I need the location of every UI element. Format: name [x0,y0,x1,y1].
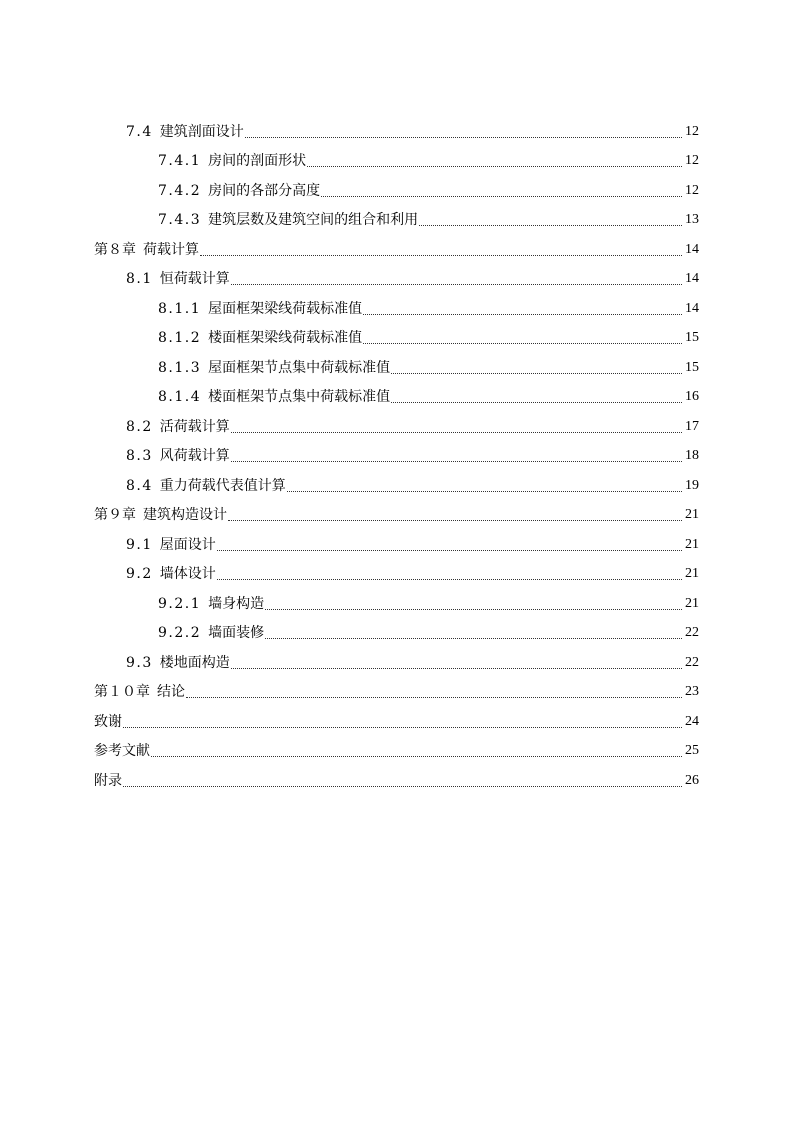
toc-entry-number: 9.2.2 [158,625,202,642]
toc-entry-number: 9.2 [126,566,153,583]
toc-entry-title: 结论 [157,684,185,701]
toc-entry-number: 8.1 [126,271,153,288]
toc-entry-number: 9.1 [126,536,153,553]
toc-entry-page-number: 17 [685,418,699,434]
toc-dot-leader [265,608,682,610]
toc-entry[interactable] [0,737,793,767]
toc-entry-page-number: 18 [685,448,699,464]
toc-entry-page-number: 13 [685,212,699,228]
toc-entry[interactable] [0,235,793,265]
toc-dot-leader [363,342,682,344]
toc-entry[interactable] [0,678,793,708]
toc-entry[interactable] [0,442,793,472]
toc-entry[interactable] [0,265,793,295]
toc-dot-leader [245,136,682,138]
toc-entry[interactable] [0,589,793,619]
toc-entry-title: 附录 [94,772,122,789]
toc-entry-page-number: 22 [685,625,699,641]
toc-entry-page-number: 24 [685,713,699,729]
toc-entry-number: 9.3 [126,654,153,671]
toc-dot-leader [231,431,682,433]
toc-entry-title: 楼面框架节点集中荷载标准值 [208,389,391,406]
toc-entry-page-number: 14 [685,241,699,257]
toc-entry-page-number: 12 [685,153,699,169]
toc-entry-page-number: 19 [685,477,699,493]
toc-entry[interactable] [0,501,793,531]
toc-entry-number: 7.4.1 [158,153,202,170]
toc-entry-page-number: 21 [685,507,699,523]
toc-entry-title: 墙面装修 [208,625,265,642]
toc-dot-leader [123,785,682,787]
toc-entry-page-number: 12 [685,182,699,198]
toc-dot-leader [217,578,682,580]
toc-entry[interactable] [0,353,793,383]
table-of-contents [0,117,793,796]
toc-entry[interactable] [0,147,793,177]
toc-entry-number: 第１０章 [94,684,150,701]
toc-entry-title: 参考文献 [94,743,150,760]
toc-entry-page-number: 16 [685,389,699,405]
toc-entry-title: 重力荷载代表值计算 [159,477,286,494]
toc-entry-page-number: 25 [685,743,699,759]
toc-dot-leader [151,755,682,757]
toc-entry-page-number: 14 [685,271,699,287]
toc-entry-number: 8.1.4 [158,389,202,406]
toc-entry[interactable] [0,766,793,796]
toc-entry[interactable] [0,530,793,560]
toc-entry-title: 楼面框架梁线荷载标准值 [208,330,363,347]
toc-entry-title: 致谢 [94,713,122,730]
toc-dot-leader [231,460,682,462]
toc-entry-title: 房间的各部分高度 [208,182,321,199]
toc-dot-leader [307,165,682,167]
toc-entry-page-number: 21 [685,536,699,552]
toc-entry-number: 8.1.2 [158,330,202,347]
toc-entry-title: 屋面设计 [159,536,216,553]
toc-entry-title: 建筑剖面设计 [159,123,244,140]
toc-dot-leader [200,254,682,256]
toc-dot-leader [391,372,682,374]
toc-entry[interactable] [0,383,793,413]
toc-entry-page-number: 12 [685,123,699,139]
toc-entry-title: 楼地面构造 [159,654,230,671]
toc-entry-number: 7.4 [126,123,153,140]
toc-entry-number: 第９章 [94,507,136,524]
toc-entry-title: 屋面框架节点集中荷载标准值 [208,359,391,376]
toc-entry-title: 建筑构造设计 [143,507,227,524]
toc-dot-leader [231,667,682,669]
toc-entry-title: 风荷载计算 [159,448,230,465]
toc-entry-page-number: 22 [685,654,699,670]
toc-entry-title: 墙体设计 [159,566,216,583]
toc-dot-leader [419,224,682,226]
toc-entry-title: 建筑层数及建筑空间的组合和利用 [208,212,419,229]
toc-entry[interactable] [0,619,793,649]
toc-entry-number: 8.2 [126,418,153,435]
toc-entry-page-number: 21 [685,566,699,582]
toc-entry-title: 屋面框架梁线荷载标准值 [208,300,363,317]
toc-entry[interactable] [0,471,793,501]
toc-entry[interactable] [0,560,793,590]
toc-entry-number: 第８章 [94,241,136,258]
toc-entry[interactable] [0,206,793,236]
toc-entry[interactable] [0,294,793,324]
toc-entry-page-number: 15 [685,359,699,375]
toc-dot-leader [391,401,682,403]
toc-entry-page-number: 14 [685,300,699,316]
toc-entry-number: 8.1.1 [158,300,202,317]
toc-entry-title: 活荷载计算 [159,418,230,435]
toc-entry-number: 7.4.2 [158,182,202,199]
toc-dot-leader [217,549,682,551]
toc-entry[interactable] [0,324,793,354]
toc-dot-leader [123,726,682,728]
toc-entry-title: 恒荷载计算 [159,271,230,288]
toc-dot-leader [321,195,682,197]
toc-dot-leader [363,313,682,315]
toc-dot-leader [186,696,682,698]
toc-dot-leader [228,519,682,521]
toc-entry-title: 荷载计算 [143,241,199,258]
toc-entry-page-number: 15 [685,330,699,346]
toc-dot-leader [265,637,682,639]
toc-entry-number: 9.2.1 [158,595,202,612]
toc-entry[interactable] [0,707,793,737]
toc-entry-number: 8.1.3 [158,359,202,376]
toc-entry[interactable] [0,412,793,442]
toc-entry-page-number: 21 [685,595,699,611]
toc-dot-leader [287,490,682,492]
toc-entry[interactable] [0,176,793,206]
toc-entry-title: 墙身构造 [208,595,265,612]
toc-dot-leader [231,283,682,285]
toc-entry[interactable] [0,117,793,147]
toc-entry-page-number: 26 [685,772,699,788]
toc-entry[interactable] [0,648,793,678]
toc-entry-number: 7.4.3 [158,212,202,229]
toc-entry-page-number: 23 [685,684,699,700]
toc-entry-title: 房间的剖面形状 [208,153,307,170]
toc-entry-number: 8.4 [126,477,153,494]
toc-entry-number: 8.3 [126,448,153,465]
